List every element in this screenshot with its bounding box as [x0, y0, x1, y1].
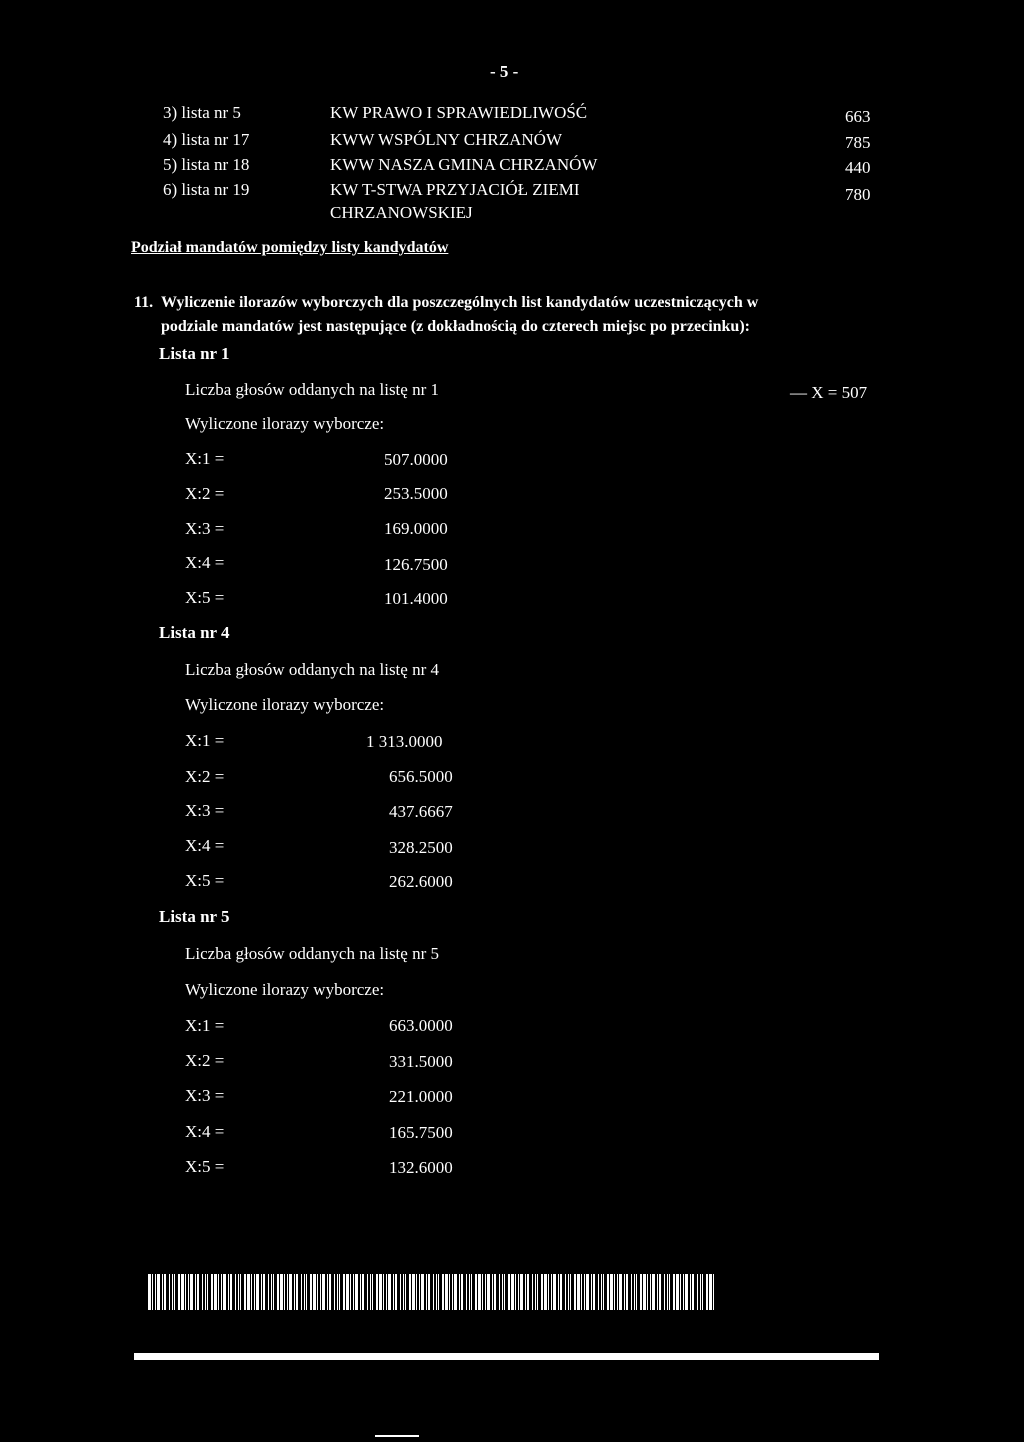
barcode — [148, 1274, 720, 1310]
quotient-value: 126.7500 — [384, 555, 448, 574]
quotient-key: X:4 = — [185, 1122, 225, 1141]
quotients-label: Wyliczone ilorazy wyborcze: — [185, 414, 385, 433]
quotient-value: 169.0000 — [384, 519, 448, 538]
quotient-value: 331.5000 — [389, 1052, 453, 1071]
quotient-value: 507.0000 — [384, 450, 448, 469]
horizontal-rule — [134, 1353, 879, 1360]
quotient-key: X:5 = — [185, 588, 225, 607]
quotient-key: X:1 = — [185, 1016, 225, 1035]
quotient-value: 253.5000 — [384, 484, 448, 503]
quotient-value: 1 313.0000 — [366, 732, 443, 751]
list-name: KWW NASZA GMINA CHRZANÓW — [330, 155, 598, 174]
list-label: 4) lista nr 17 — [163, 130, 250, 149]
list-name: KW PRAWO I SPRAWIEDLIWOŚĆ — [330, 103, 588, 122]
votes-label: Liczba głosów oddanych na listę nr 5 — [185, 944, 439, 963]
page-number: - 5 - — [490, 62, 519, 81]
quotient-key: X:2 = — [185, 484, 225, 503]
paragraph-line-1: Wyliczenie ilorazów wyborczych dla poszczególnych list kandydatów uczestniczących w — [161, 294, 759, 311]
quotient-key: X:1 = — [185, 449, 225, 468]
quotient-value: 663.0000 — [389, 1016, 453, 1035]
quotient-value: 437.6667 — [389, 802, 453, 821]
quotient-key: X:3 = — [185, 1086, 225, 1105]
votes-label: Liczba głosów oddanych na listę nr 1 — [185, 380, 439, 399]
list-label: 3) lista nr 5 — [163, 103, 241, 122]
votes-label: Liczba głosów oddanych na listę nr 4 — [185, 660, 439, 679]
paragraph-number: 11. — [134, 294, 154, 311]
list-name-continued: CHRZANOWSKIEJ — [330, 203, 473, 222]
list-name: KW T-STWA PRZYJACIÓŁ ZIEMI — [330, 180, 580, 199]
votes-value: — X = 507 — [790, 383, 868, 402]
quotient-key: X:2 = — [185, 767, 225, 786]
quotient-key: X:5 = — [185, 871, 225, 890]
quotient-key: X:3 = — [185, 801, 225, 820]
quotient-key: X:5 = — [185, 1157, 225, 1176]
quotients-label: Wyliczone ilorazy wyborcze: — [185, 695, 385, 714]
quotients-label: Wyliczone ilorazy wyborcze: — [185, 980, 385, 999]
horizontal-rule-short — [375, 1435, 419, 1437]
list-votes: 663 — [845, 107, 871, 126]
list-name: KWW WSPÓLNY CHRZANÓW — [330, 130, 563, 149]
list-votes: 780 — [845, 185, 871, 204]
list-label: 6) lista nr 19 — [163, 180, 250, 199]
quotient-key: X:2 = — [185, 1051, 225, 1070]
quotient-value: 656.5000 — [389, 767, 453, 786]
quotient-key: X:4 = — [185, 836, 225, 855]
quotient-key: X:4 = — [185, 553, 225, 572]
list-votes: 785 — [845, 133, 871, 152]
list-heading: Lista nr 4 — [159, 623, 230, 642]
quotient-key: X:1 = — [185, 731, 225, 750]
quotient-key: X:3 = — [185, 519, 225, 538]
paragraph-line-2: podziale mandatów jest następujące (z dokładnością do czterech miejsc po przecinku): — [161, 318, 750, 335]
list-heading: Lista nr 1 — [159, 344, 230, 363]
quotient-value: 328.2500 — [389, 838, 453, 857]
quotient-value: 221.0000 — [389, 1087, 453, 1106]
quotient-value: 165.7500 — [389, 1123, 453, 1142]
section-heading: Podział mandatów pomiędzy listy kandydatów — [131, 239, 449, 256]
list-heading: Lista nr 5 — [159, 907, 230, 926]
quotient-value: 262.6000 — [389, 872, 453, 891]
list-label: 5) lista nr 18 — [163, 155, 250, 174]
quotient-value: 101.4000 — [384, 589, 448, 608]
list-votes: 440 — [845, 158, 871, 177]
quotient-value: 132.6000 — [389, 1158, 453, 1177]
